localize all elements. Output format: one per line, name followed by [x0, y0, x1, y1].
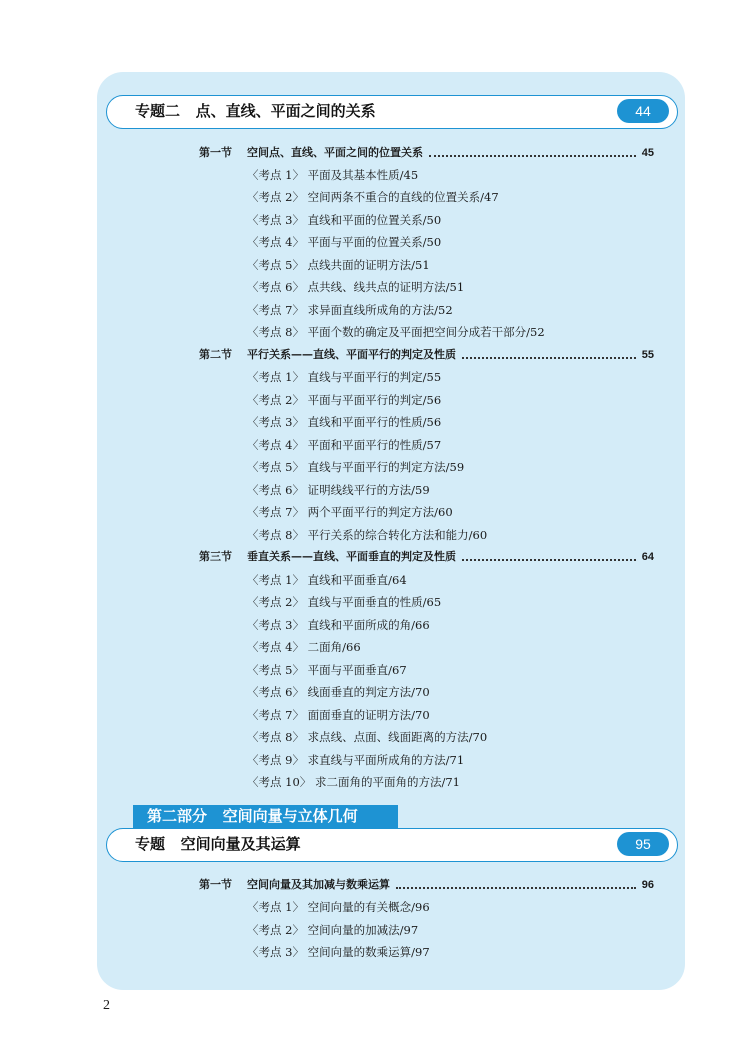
topic-item[interactable]: 〈考点 6〉 点共线、线共点的证明方法/51 [247, 280, 465, 294]
topic-item[interactable]: 〈考点 4〉 平面和平面平行的性质/57 [247, 438, 442, 452]
part-heading[interactable]: 第二部分 空间向量与立体几何 [133, 805, 398, 828]
topic-page-badge: 95 [617, 832, 669, 856]
topic-item[interactable]: 〈考点 2〉 空间两条不重合的直线的位置关系/47 [247, 190, 499, 204]
dot-leader [429, 155, 636, 157]
topic-item[interactable]: 〈考点 1〉 空间向量的有关概念/96 [247, 900, 430, 914]
topic-header-1[interactable] [106, 95, 678, 129]
topic-item[interactable]: 〈考点 9〉 求直线与平面所成角的方法/71 [247, 753, 465, 767]
topic-title: 专题 空间向量及其运算 [135, 835, 301, 853]
topic-page-badge: 44 [617, 99, 669, 123]
topic-item[interactable]: 〈考点 5〉 平面与平面垂直/67 [247, 663, 407, 677]
topic-header-2[interactable] [106, 828, 678, 862]
topic-item[interactable]: 〈考点 7〉 面面垂直的证明方法/70 [247, 708, 430, 722]
topic-item[interactable]: 〈考点 8〉 求点线、点面、线面距离的方法/70 [247, 730, 488, 744]
topic-item[interactable]: 〈考点 2〉 平面与平面平行的判定/56 [247, 393, 442, 407]
page-number: 2 [103, 998, 110, 1013]
topic-title: 专题二 点、直线、平面之间的关系 [135, 102, 376, 120]
topic-item[interactable]: 〈考点 3〉 直线和平面的位置关系/50 [247, 213, 442, 227]
section-number: 第一节 [199, 878, 232, 891]
topic-item[interactable]: 〈考点 3〉 空间向量的数乘运算/97 [247, 945, 430, 959]
section-row[interactable] [199, 547, 654, 567]
topic-item[interactable]: 〈考点 2〉 空间向量的加减法/97 [247, 923, 419, 937]
section-number: 第二节 [199, 348, 232, 361]
topic-item[interactable]: 〈考点 10〉 求二面角的平面角的方法/71 [247, 775, 460, 789]
section-row[interactable] [199, 875, 654, 895]
section-page: 45 [641, 147, 654, 159]
topic-item[interactable]: 〈考点 5〉 直线与平面平行的判定方法/59 [247, 460, 465, 474]
topic-item[interactable]: 〈考点 6〉 证明线线平行的方法/59 [247, 483, 430, 497]
topic-item[interactable]: 〈考点 1〉 平面及其基本性质/45 [247, 168, 419, 182]
section-page: 55 [641, 349, 654, 361]
section-row[interactable] [199, 143, 654, 163]
topic-item[interactable]: 〈考点 7〉 两个平面平行的判定方法/60 [247, 505, 453, 519]
topic-item[interactable]: 〈考点 7〉 求异面直线所成角的方法/52 [247, 303, 453, 317]
section-title: 空间向量及其加减与数乘运算 [247, 878, 390, 891]
section-page: 96 [641, 879, 654, 891]
section-title: 平行关系——直线、平面平行的判定及性质 [247, 348, 456, 361]
section-title: 垂直关系——直线、平面垂直的判定及性质 [247, 550, 456, 563]
topic-item[interactable]: 〈考点 4〉 二面角/66 [247, 640, 361, 654]
topic-item[interactable]: 〈考点 1〉 直线和平面垂直/64 [247, 573, 407, 587]
topic-item[interactable]: 〈考点 3〉 直线和平面所成的角/66 [247, 618, 430, 632]
topic-item[interactable]: 〈考点 4〉 平面与平面的位置关系/50 [247, 235, 442, 249]
topic-item[interactable]: 〈考点 3〉 直线和平面平行的性质/56 [247, 415, 442, 429]
topic-item[interactable]: 〈考点 2〉 直线与平面垂直的性质/65 [247, 595, 442, 609]
section-page: 64 [641, 551, 654, 563]
section-number: 第一节 [199, 146, 232, 159]
topic-item[interactable]: 〈考点 8〉 平面个数的确定及平面把空间分成若干部分/52 [247, 325, 545, 339]
dot-leader [462, 357, 636, 359]
section-title: 空间点、直线、平面之间的位置关系 [247, 146, 423, 159]
topic-item[interactable]: 〈考点 5〉 点线共面的证明方法/51 [247, 258, 430, 272]
topic-item[interactable]: 〈考点 1〉 直线与平面平行的判定/55 [247, 370, 442, 384]
dot-leader [396, 887, 636, 889]
dot-leader [462, 559, 636, 561]
section-number: 第三节 [199, 550, 232, 563]
topic-item[interactable]: 〈考点 8〉 平行关系的综合转化方法和能力/60 [247, 528, 488, 542]
section-row[interactable] [199, 345, 654, 365]
topic-item[interactable]: 〈考点 6〉 线面垂直的判定方法/70 [247, 685, 430, 699]
